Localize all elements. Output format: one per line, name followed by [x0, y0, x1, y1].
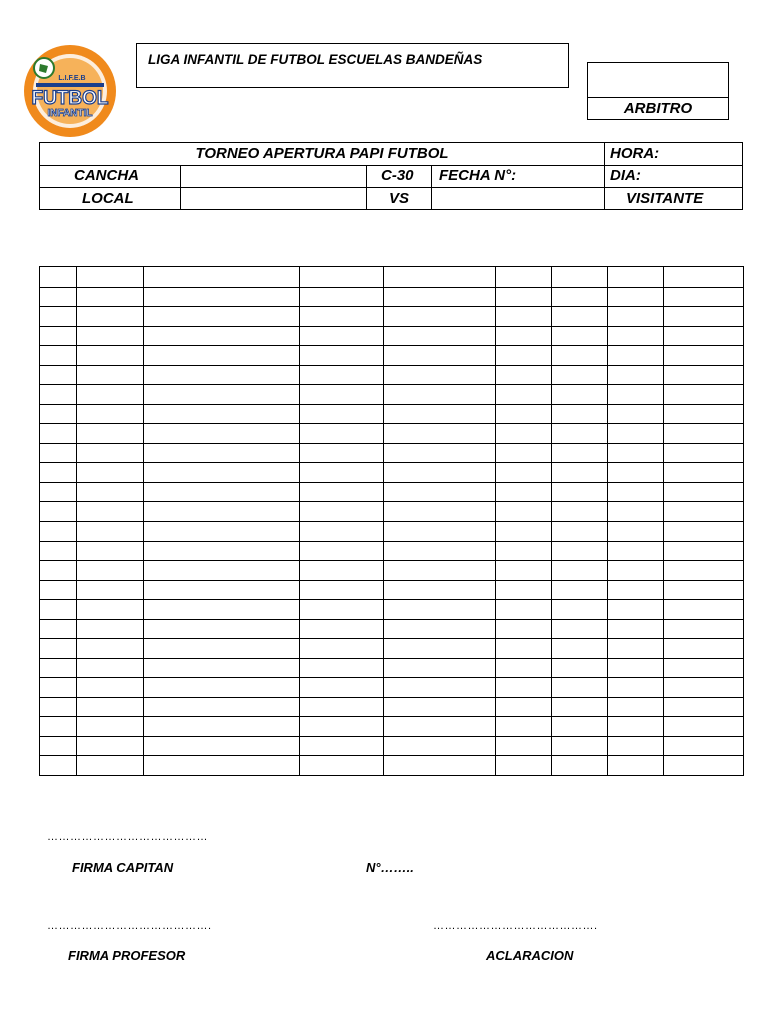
- league-title-box: [136, 43, 569, 88]
- captain-number-label: N°……..: [366, 860, 414, 875]
- clarification-line: …………………………………….: [433, 920, 598, 932]
- info-col-divider: [366, 165, 367, 209]
- info-col-divider: [604, 143, 605, 209]
- away-label: VISITANTE: [626, 190, 704, 207]
- roster-table: [39, 266, 744, 776]
- clarification-label: ACLARACION: [486, 948, 574, 963]
- info-col-divider: [180, 165, 181, 209]
- vs-label: VS: [389, 190, 410, 207]
- referee-label: ARBITRO: [623, 100, 693, 117]
- logo-main-text: FUTBOL: [31, 88, 109, 109]
- info-row-divider: [40, 165, 742, 166]
- teacher-signature-line: …………………………………….: [47, 920, 212, 932]
- referee-box: [587, 62, 729, 120]
- info-col-divider: [431, 165, 432, 209]
- category-label: C-30: [381, 167, 414, 184]
- captain-signature-line: ……………………………………: [47, 831, 208, 843]
- logo-top-text: L.I.F.E.B: [58, 75, 86, 82]
- league-title: LIGA INFANTIL DE FUTBOL ESCUELAS BANDEÑAS: [148, 52, 483, 67]
- time-label: HORA:: [610, 145, 660, 162]
- info-row-divider: [40, 187, 742, 188]
- tournament-title: TORNEO APERTURA PAPI FUTBOL: [195, 145, 449, 162]
- field-label: CANCHA: [74, 167, 139, 184]
- referee-divider: [588, 97, 728, 98]
- league-logo: [20, 44, 120, 138]
- home-label: LOCAL: [82, 190, 134, 207]
- roster-grid-lines: [40, 267, 745, 777]
- match-info-grid: [39, 142, 743, 210]
- teacher-signature-label: FIRMA PROFESOR: [68, 948, 186, 963]
- round-label: FECHA N°:: [439, 167, 517, 184]
- logo-sub-text: INFANTIL: [47, 108, 93, 119]
- captain-signature-label: FIRMA CAPITAN: [72, 860, 174, 875]
- day-label: DIA:: [610, 167, 641, 184]
